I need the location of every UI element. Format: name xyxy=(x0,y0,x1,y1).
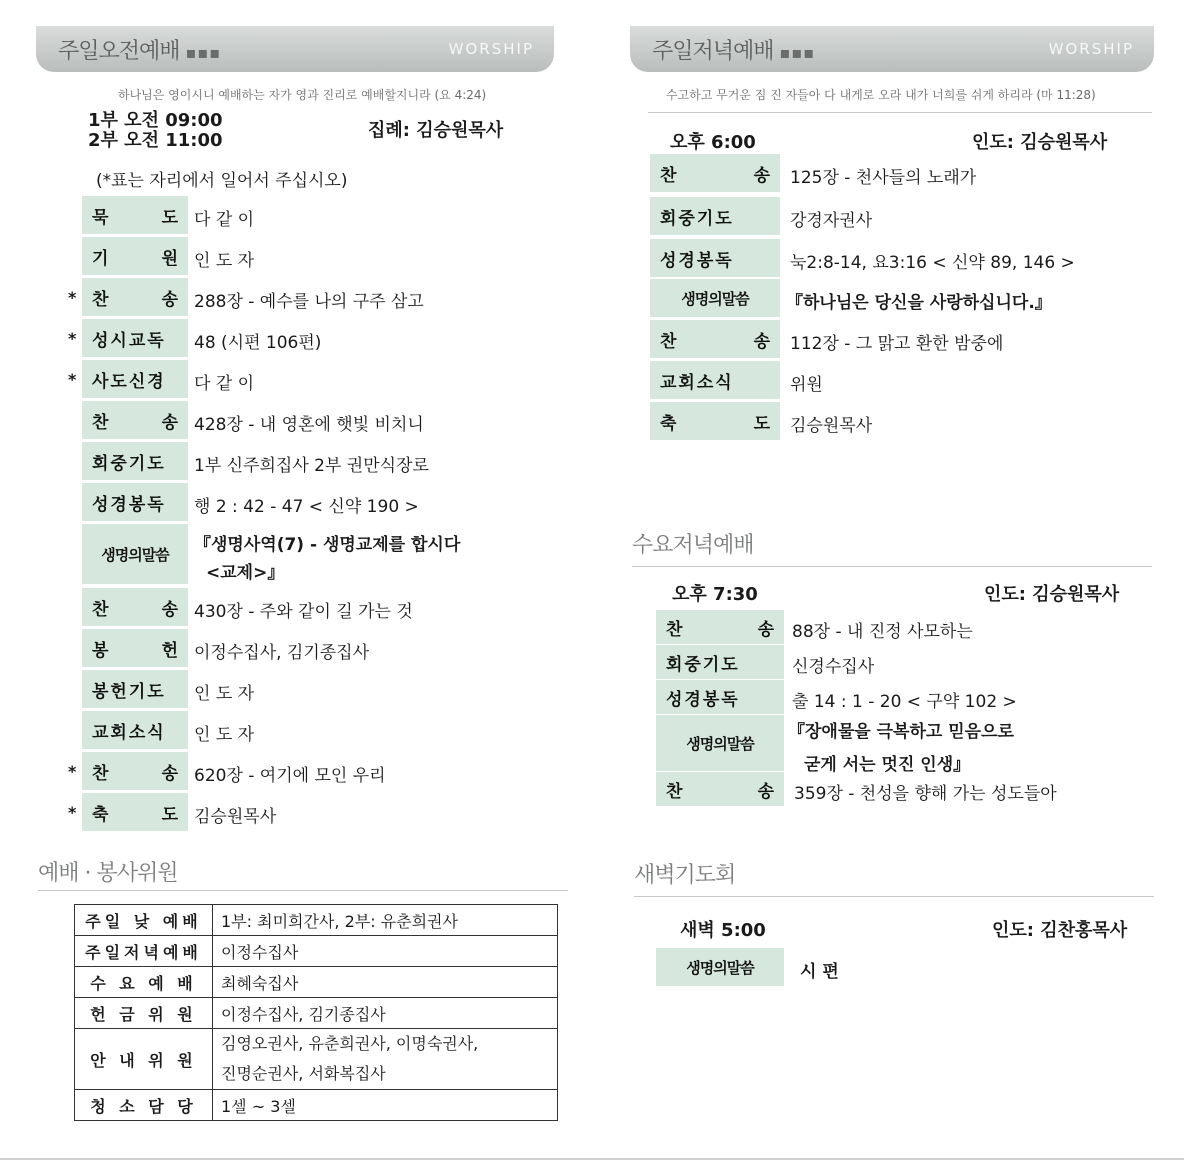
standing-mark: * xyxy=(68,329,77,348)
order-value-cont: 굳게 서는 멋진 인생』 xyxy=(804,755,971,775)
order-label-part: 원 xyxy=(161,248,178,269)
dawn-label: 생명의말씀 xyxy=(656,948,784,986)
left-verse: 하나님은 영이시니 예배하는 자가 영과 진리로 예배할지니라 (요 4:24) xyxy=(118,88,487,102)
duty-key: 청 소 담 당 xyxy=(75,1090,213,1121)
duty-key: 수 요 예 배 xyxy=(75,967,213,998)
order-label: 찬 송 xyxy=(656,772,784,806)
dots-icon: ▪▪▪ xyxy=(185,43,222,62)
order-value: 620장 - 여기에 모인 우리 xyxy=(194,766,386,786)
order-value-cont: <교제>』 xyxy=(206,563,285,583)
table-row xyxy=(75,936,558,967)
duty-table xyxy=(74,904,558,1121)
order-value: 김승원목사 xyxy=(194,807,277,827)
order-value: 48 (시편 106편) xyxy=(194,333,322,353)
standing-mark: * xyxy=(68,370,77,389)
order-label: 회중기도 xyxy=(650,197,780,235)
order-label: 묵 도 xyxy=(82,196,188,234)
order-label: 찬 송 xyxy=(650,320,780,358)
order-label-part: 송 xyxy=(161,599,178,620)
standing-mark: * xyxy=(68,803,77,822)
order-value: 인 도 자 xyxy=(194,725,255,745)
order-label: 성경봉독 xyxy=(656,680,784,714)
order-label: 봉 헌 xyxy=(82,629,188,667)
divider xyxy=(634,896,1154,897)
order-label-part: 송 xyxy=(757,619,774,640)
order-label: 축 도 xyxy=(82,793,188,831)
table-row xyxy=(75,1029,558,1090)
wednesday-time: 오후 7:30 xyxy=(672,584,758,605)
order-value: 인 도 자 xyxy=(194,251,255,271)
left-banner-title: 주일오전예배 ▪▪▪ xyxy=(58,39,222,64)
duty-key: 주일 낮 예배 xyxy=(75,905,213,936)
order-label-part: 헌 xyxy=(161,640,178,661)
standing-note: (*표는 자리에서 일어서 주십시오) xyxy=(96,171,348,191)
order-label: 찬 송 xyxy=(82,588,188,626)
order-value: 출 14 : 1 - 20 < 구약 102 > xyxy=(792,692,1017,712)
duty-value-cont: 진명순권사, 서화복집사 xyxy=(221,1064,386,1083)
order-value: 이정수집사, 김기종집사 xyxy=(194,643,370,663)
table-row xyxy=(75,967,558,998)
duty-value: 최혜숙집사 xyxy=(213,967,558,998)
order-label-part: 송 xyxy=(161,412,178,433)
order-value: 288장 - 예수를 나의 구주 삼고 xyxy=(194,292,424,312)
order-value: 다 같 이 xyxy=(194,374,255,394)
standing-mark: * xyxy=(68,762,77,781)
order-value: 428장 - 내 영혼에 햇빛 비치니 xyxy=(194,415,424,435)
divider xyxy=(632,566,1152,567)
duty-key: 헌 금 위 원 xyxy=(75,998,213,1029)
duty-key: 안 내 위 원 xyxy=(75,1029,213,1090)
order-value: 인 도 자 xyxy=(194,684,255,704)
order-label: 성경봉독 xyxy=(650,239,780,277)
order-value: 눅2:8-14, 요3:16 < 신약 89, 146 > xyxy=(790,253,1075,273)
order-label-part: 도 xyxy=(753,413,770,434)
duty-value: 1셀 ~ 3셀 xyxy=(213,1090,558,1121)
order-label: 교회소식 xyxy=(82,711,188,749)
dawn-title: 새벽기도회 xyxy=(634,863,736,888)
dawn-value: 시 편 xyxy=(800,962,839,982)
page-bottom-edge xyxy=(0,1158,1184,1160)
order-value: 430장 - 주와 같이 길 가는 것 xyxy=(194,602,413,622)
table-row xyxy=(75,998,558,1029)
right-banner xyxy=(630,26,1154,72)
order-value: 112장 - 그 맑고 환한 밤중에 xyxy=(790,334,1004,354)
order-label: 찬 송 xyxy=(650,154,780,192)
duty-value: 이정수집사, 김기종집사 xyxy=(213,998,558,1029)
table-row xyxy=(75,905,558,936)
order-value: 『장애물을 극복하고 믿음으로 xyxy=(788,722,1014,742)
order-value: 김승원목사 xyxy=(790,416,873,436)
presider: 집례: 김승원목사 xyxy=(368,120,504,141)
standing-mark: * xyxy=(68,288,77,307)
duty-value: 1부: 최미희간사, 2부: 유춘희권사 xyxy=(213,905,558,936)
order-label: 회중기도 xyxy=(82,442,188,480)
divider xyxy=(648,112,1152,113)
table-row xyxy=(75,1090,558,1121)
order-value: 신경수집사 xyxy=(792,657,875,677)
order-label: 교회소식 xyxy=(650,361,780,399)
left-banner xyxy=(36,26,554,72)
right-banner-subtitle: WORSHIP xyxy=(1048,40,1134,58)
right-verse: 수고하고 무거운 짐 진 자들아 다 내게로 오라 내가 너희를 쉬게 하리라 (마 11:28) xyxy=(666,88,1096,102)
order-label: 찬 송 xyxy=(656,610,784,644)
order-value: 행 2 : 42 - 47 < 신약 190 > xyxy=(194,497,419,517)
duty-key: 주일저녁예배 xyxy=(75,936,213,967)
duty-value: 김영오권사, 유춘희권사, 이명숙권사, xyxy=(221,1034,479,1053)
service-time-1: 1부 오전 09:00 xyxy=(88,110,223,131)
order-label: 성경봉독 xyxy=(82,483,188,521)
order-value: 1부 신주희집사 2부 권만식장로 xyxy=(194,456,429,476)
order-label-part: 도 xyxy=(161,207,178,228)
order-label: 기 원 xyxy=(82,237,188,275)
order-value: 위원 xyxy=(790,375,823,395)
evening-leader: 인도: 김승원목사 xyxy=(972,132,1108,153)
order-value: 『생명사역(7) - 생명교제를 합시다 xyxy=(194,535,461,555)
wednesday-leader: 인도: 김승원목사 xyxy=(984,584,1120,605)
duty-value: 이정수집사 xyxy=(213,936,558,967)
order-value: 359장 - 천성을 향해 가는 성도들아 xyxy=(794,784,1057,804)
dots-icon: ▪▪▪ xyxy=(779,43,816,62)
duty-section-title: 예배 · 봉사위원 xyxy=(38,861,178,886)
order-value: 『하나님은 당신을 사랑하십니다.』 xyxy=(786,293,1052,313)
duty-value-cell xyxy=(213,1029,558,1090)
order-label: 찬 송 xyxy=(82,401,188,439)
dawn-time: 새벽 5:00 xyxy=(680,920,766,941)
wednesday-title: 수요저녁예배 xyxy=(632,533,754,558)
dawn-leader: 인도: 김찬홍목사 xyxy=(992,920,1128,941)
service-time-2: 2부 오전 11:00 xyxy=(88,130,223,151)
order-label: 생명의말씀 xyxy=(650,279,780,317)
order-label-part: 송 xyxy=(753,331,770,352)
right-banner-title: 주일저녁예배 ▪▪▪ xyxy=(652,39,816,64)
order-label: 생명의말씀 xyxy=(82,524,188,584)
order-label-part: 송 xyxy=(161,763,178,784)
order-label: 봉헌기도 xyxy=(82,670,188,708)
order-label: 찬 송 xyxy=(82,752,188,790)
order-label: 회중기도 xyxy=(656,645,784,679)
order-label: 성시교독 xyxy=(82,319,188,357)
order-label: 찬 송 xyxy=(82,278,188,316)
order-value: 88장 - 내 진정 사모하는 xyxy=(792,622,973,642)
order-label-part: 송 xyxy=(753,165,770,186)
order-label-part: 도 xyxy=(161,804,178,825)
order-value: 다 같 이 xyxy=(194,210,255,230)
order-label: 축 도 xyxy=(650,402,780,440)
order-label: 사도신경 xyxy=(82,360,188,398)
order-value: 125장 - 천사들의 노래가 xyxy=(790,168,977,188)
order-value: 강경자권사 xyxy=(790,211,873,231)
divider xyxy=(38,890,568,891)
order-label-part: 송 xyxy=(757,781,774,802)
order-label: 생명의말씀 xyxy=(656,715,784,771)
evening-time: 오후 6:00 xyxy=(670,132,756,153)
order-label-part: 송 xyxy=(161,289,178,310)
left-banner-subtitle: WORSHIP xyxy=(448,40,534,58)
